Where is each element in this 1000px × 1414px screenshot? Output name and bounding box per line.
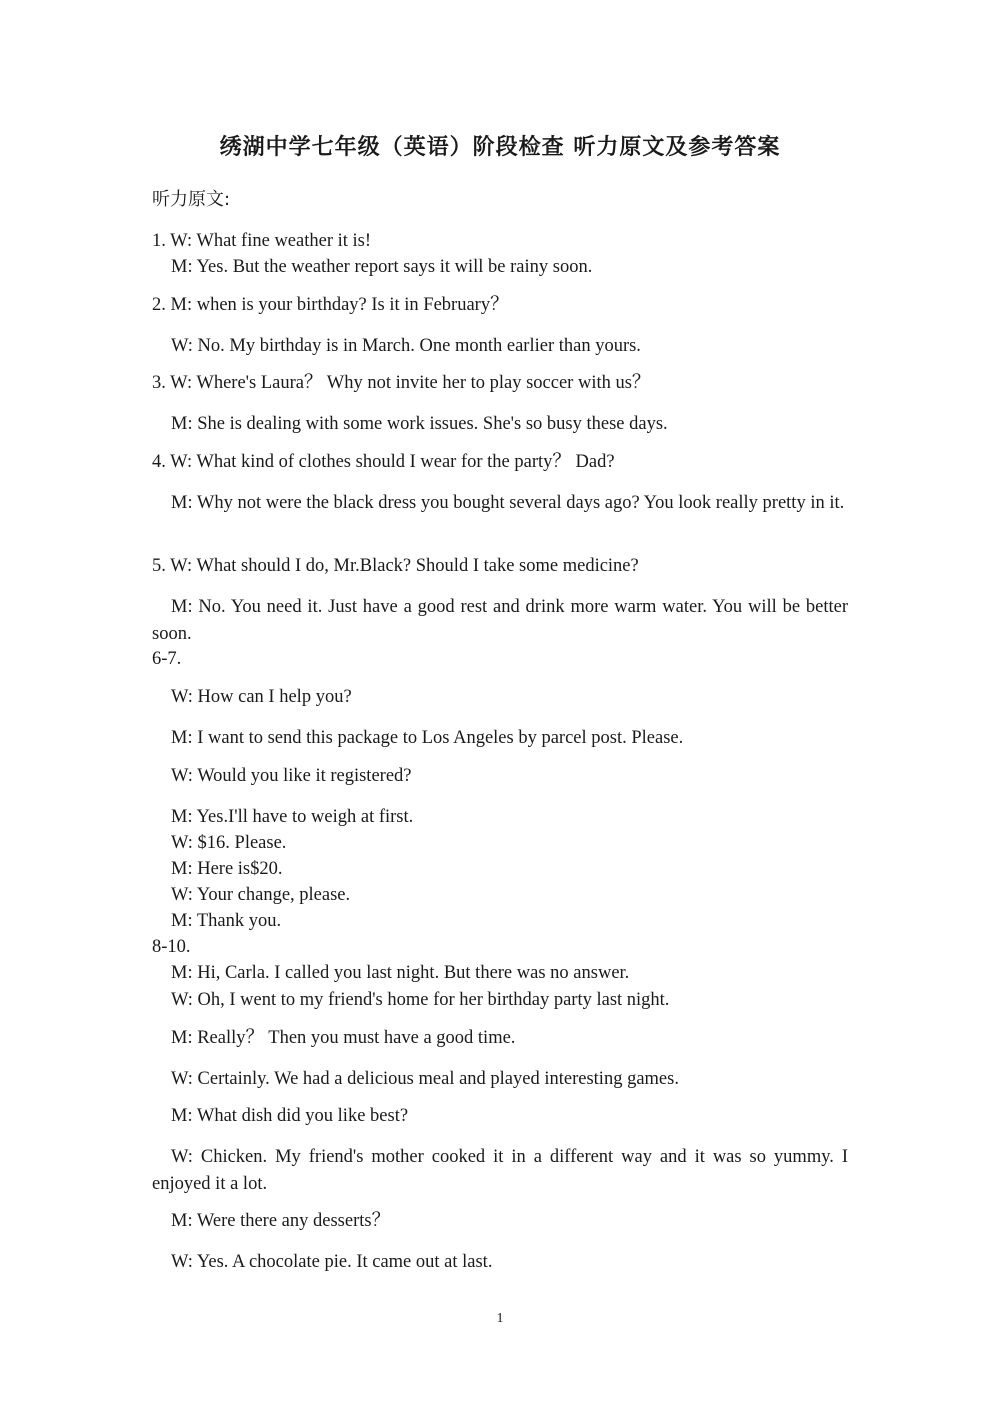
dialogue-paragraph: M: Why not were the black dress you bought several days ago? You look really pretty in it. <box>171 493 845 513</box>
dialogue-line: W: No. My birthday is in March. One month earlier than yours. <box>171 336 641 356</box>
section-label: 听力原文: <box>152 189 231 210</box>
dialogue-line: W: Certainly. We had a delicious meal and played interesting games. <box>171 1069 679 1089</box>
dialogue-line: W: $16. Please. <box>171 833 287 853</box>
dialogue-line: 5. W: What should I do, Mr.Black? Should I take some medicine? <box>152 556 639 576</box>
dialogue-paragraph: W: Chicken. My friend's mother cooked it in a different way and it was so yummy. I enjoyed it a lot. <box>152 1147 848 1194</box>
page-number: 1 <box>496 1311 504 1326</box>
dialogue-line: W: Yes. A chocolate pie. It came out at last. <box>171 1252 493 1272</box>
dialogue-line: 2. M: when is your birthday? Is it in February？ <box>152 295 509 315</box>
dialogue-line: W: Would you like it registered? <box>171 766 412 786</box>
dialogue-line: M: She is dealing with some work issues. She's so busy these days. <box>171 414 668 434</box>
document-title: 绣湖中学七年级（英语）阶段检查 听力原文及参考答案 <box>219 135 781 160</box>
dialogue-line: M: I want to send this package to Los Angeles by parcel post. Please. <box>171 728 684 748</box>
section-number: 6-7. <box>152 649 182 669</box>
dialogue-line: 4. W: What kind of clothes should I wear for the party？ Dad? <box>152 452 615 472</box>
dialogue-line: W: Oh, I went to my friend's home for her birthday party last night. <box>171 990 670 1010</box>
dialogue-line: M: Yes.I'll have to weigh at first. <box>171 807 414 827</box>
dialogue-line: M: Really？ Then you must have a good time. <box>171 1028 516 1048</box>
dialogue-line: W: How can I help you? <box>171 687 352 707</box>
dialogue-line: M: What dish did you like best? <box>171 1106 409 1126</box>
dialogue-line: M: Thank you. <box>171 911 282 931</box>
section-number: 8-10. <box>152 937 191 957</box>
dialogue-line: 1. W: What fine weather it is! <box>152 231 372 251</box>
dialogue-line: 3. W: Where's Laura？ Why not invite her to play soccer with us？ <box>152 373 651 393</box>
dialogue-line: M: Here is$20. <box>171 859 283 879</box>
dialogue-line: M: Were there any desserts？ <box>171 1211 391 1231</box>
dialogue-line: W: Your change, please. <box>171 885 351 905</box>
dialogue-paragraph: M: No. You need it. Just have a good rest and drink more warm water. You will be better soon. <box>152 597 848 644</box>
dialogue-line: M: Hi, Carla. I called you last night. But there was no answer. <box>171 963 630 983</box>
dialogue-line: M: Yes. But the weather report says it will be rainy soon. <box>171 257 593 277</box>
